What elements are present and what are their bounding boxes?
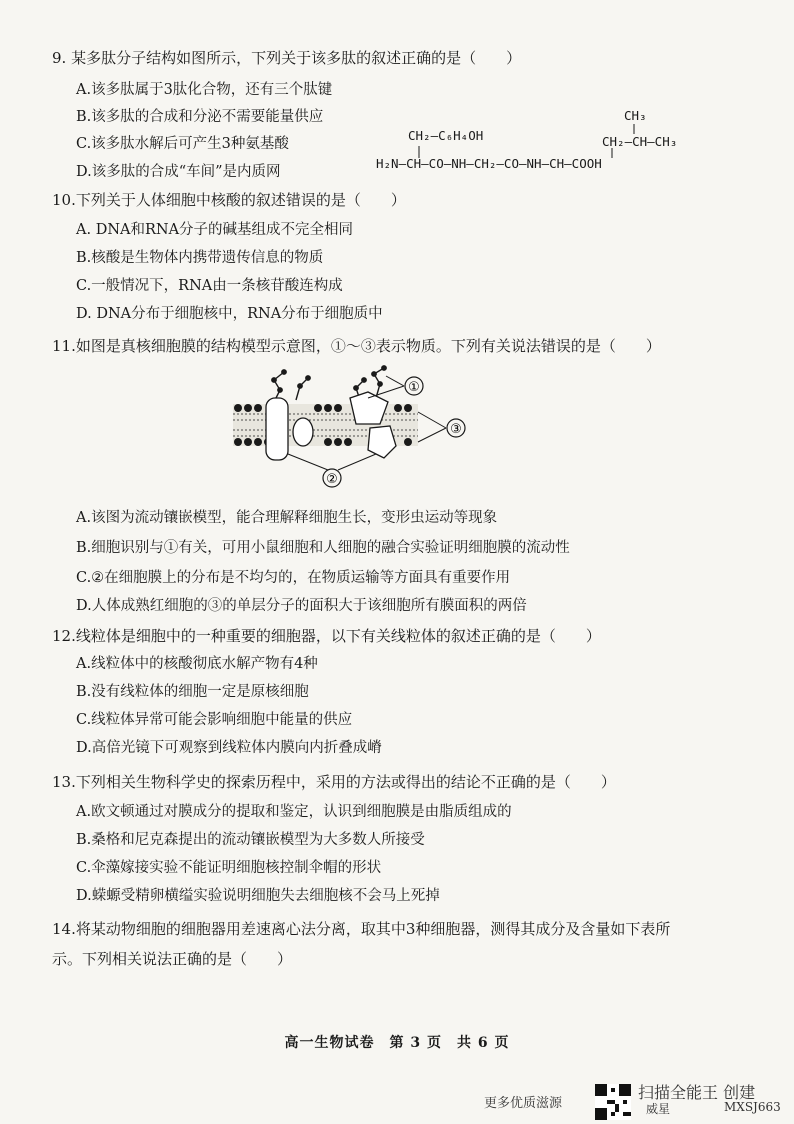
q12-option-a: A.线粒体中的核酸彻底水解产物有4种: [76, 656, 318, 672]
question-10-stem: 10.下列关于人体细胞中核酸的叙述错误的是（ ）: [52, 191, 406, 209]
q9-option-c: C.该多肽水解后可产生3种氨基酸: [76, 136, 289, 152]
corner-left-text: 更多优质滋源: [484, 1096, 563, 1111]
q10-option-d: D. DNA分布于细胞核中，RNA分布于细胞质中: [76, 306, 383, 322]
struct-main-chain: H₂N—CH—CO—NH—CH₂—CO—NH—CH—COOH: [376, 156, 602, 171]
q12-option-c: C.线粒体异常可能会影响细胞中能量的供应: [76, 712, 353, 728]
q11-option-b: B.细胞识别与①有关，可用小鼠细胞和人细胞的融合实验证明细胞膜的流动性: [76, 540, 570, 556]
q13-option-a: A.欧文顿通过对膜成分的提取和鉴定，认识到细胞膜是由脂质组成的: [76, 804, 512, 820]
q13-option-d: D.蝾螈受精卵横缢实验说明细胞失去细胞核不会马上死掉: [76, 888, 440, 904]
struct-bonds: [376, 98, 676, 184]
q13-option-c: C.伞藻嫁接实验不能证明细胞核控制伞帽的形状: [76, 860, 382, 876]
polypeptide-structure: [376, 98, 676, 184]
question-14-stem: 14.将某动物细胞的细胞器用差速离心法分离，取其中3种细胞器，测得其成分及含量如下表所示。下列相关说法正确的是（ ）: [52, 920, 671, 968]
q13-option-b: B.桑格和尼克森提出的流动镶嵌模型为大多数人所接受: [76, 832, 425, 848]
q9-option-d: D.该多肽的合成“车间”是内质网: [76, 164, 281, 180]
q11-option-a: A.该图为流动镶嵌模型，能合理解释细胞生长，变形虫运动等现象: [76, 510, 498, 526]
struct-tyrosine-side-chain: CH₂—C₆H₄OH: [408, 128, 484, 143]
struct-ch-ch3: CH₂—CH—CH₃: [602, 134, 678, 149]
q9-option-a: A.该多肽属于3肽化合物，还有三个肽键: [76, 82, 333, 98]
question-9-stem: 9. 某多肽分子结构如图所示，下列关于该多肽的叙述正确的是（ ）: [52, 49, 522, 67]
label-2: ②: [326, 472, 338, 487]
scanner-brand: 扫描全能王 创建: [638, 1083, 756, 1102]
q12-option-d: D.高倍光镜下可观察到线粒体内膜向内折叠成嵴: [76, 740, 382, 756]
question-11-stem: 11.如图是真核细胞膜的结构模型示意图，①～③表示物质。下列有关说法错误的是（ ）: [52, 337, 661, 355]
q10-option-b: B.核酸是生物体内携带遗传信息的物质: [76, 250, 324, 266]
q11-option-d: D.人体成熟红细胞的③的单层分子的面积大于该细胞所有膜面积的两倍: [76, 598, 527, 614]
label-1: ①: [408, 380, 420, 395]
cell-membrane-diagram: [228, 362, 478, 492]
scanner-code: MXSJ663: [724, 1100, 781, 1114]
q10-option-a: A. DNA和RNA分子的碱基组成不完全相同: [76, 222, 354, 238]
question-12-stem: 12.线粒体是细胞中的一种重要的细胞器，以下有关线粒体的叙述正确的是（ ）: [52, 627, 601, 645]
question-13-stem: 13.下列相关生物科学史的探索历程中，采用的方法或得出的结论不正确的是（ ）: [52, 773, 616, 791]
q10-option-c: C.一般情况下，RNA由一条核苷酸连构成: [76, 278, 343, 294]
page-footer: 高一生物试卷 第 3 页 共 6 页: [284, 1035, 510, 1051]
q12-option-b: B.没有线粒体的细胞一定是原核细胞: [76, 684, 309, 700]
scanner-sub: 威星: [646, 1102, 671, 1116]
q9-option-b: B.该多肽的合成和分泌不需要能量供应: [76, 109, 324, 125]
label-3: ③: [450, 422, 462, 437]
qr-code-icon: [595, 1084, 631, 1120]
q11-option-c: C.②在细胞膜上的分布是不均匀的，在物质运输等方面具有重要作用: [76, 570, 511, 586]
struct-ch3: CH₃: [624, 108, 647, 123]
